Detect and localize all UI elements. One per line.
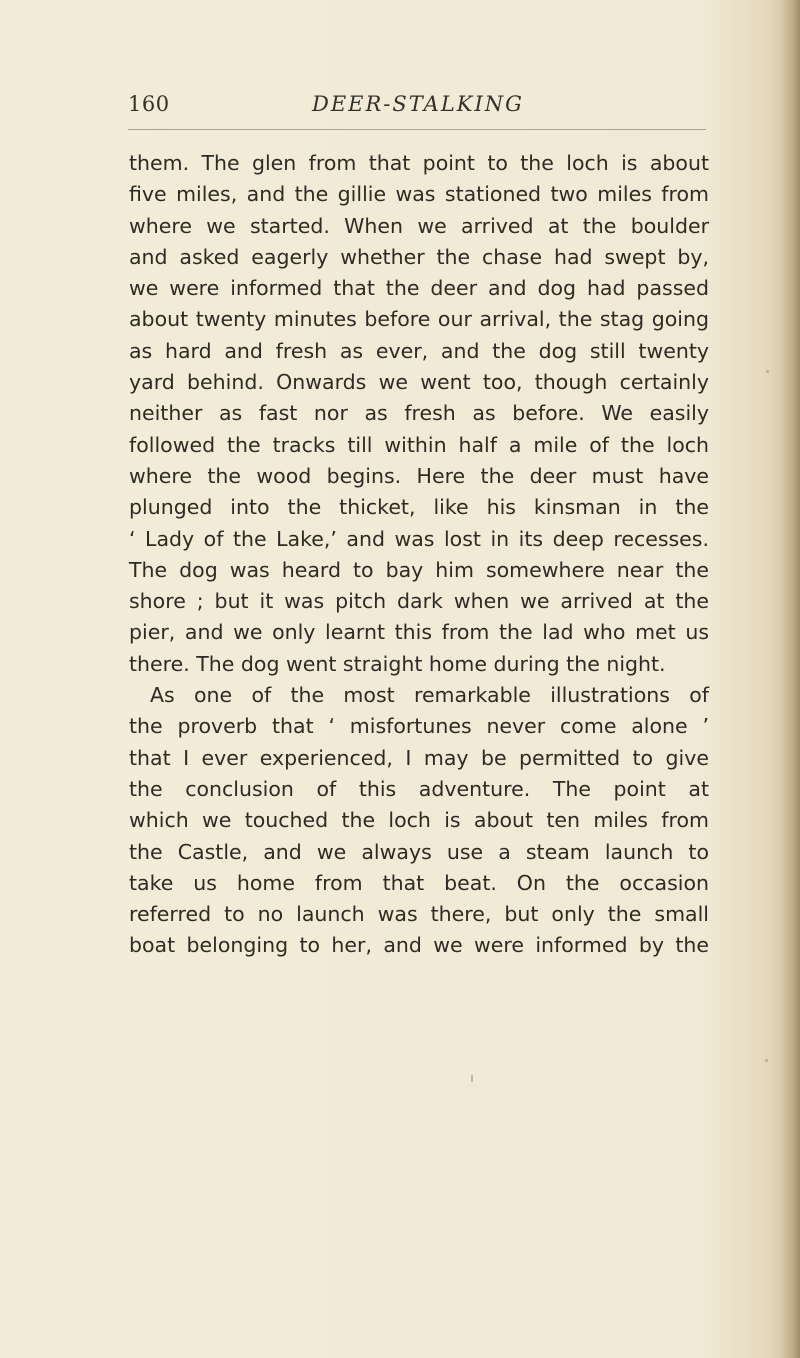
header-rule — [128, 129, 706, 130]
text-line: followed the tracks till within half a mile of the loch — [129, 432, 709, 457]
text-line: that I ever experienced, I may be permitted to give — [129, 745, 709, 770]
text-line: we were informed that the deer and dog had passed — [129, 276, 709, 301]
text-line: neither as fast nor as fresh as before. We easily — [129, 401, 709, 426]
text-line: where the wood begins. Here the deer must have — [129, 463, 709, 488]
text-line: take us home from that beat. On the occasion — [129, 870, 709, 895]
running-title: DEER-STALKING — [312, 92, 524, 116]
text-line: the Castle, and we always use a steam launch to — [129, 839, 709, 864]
text-line: about twenty minutes before our arrival, the stag going — [129, 307, 709, 332]
text-line: there. The dog went straight home during the night. — [129, 651, 666, 676]
text-line: ‘ Lady of the Lake,’ and was lost in its deep recesses. — [129, 526, 709, 551]
page-number: 160 — [128, 92, 170, 116]
text-line: where we started. When we arrived at the boulder — [129, 213, 709, 238]
text-line: which we touched the loch is about ten miles from — [129, 808, 709, 833]
text-line: the conclusion of this adventure. The point at — [129, 776, 709, 801]
body-text — [129, 148, 709, 962]
paper-speck — [766, 370, 769, 373]
text-line: yard behind. Onwards we went too, though certainly — [129, 370, 709, 395]
text-line: referred to no launch was there, but only the small — [129, 902, 709, 927]
text-line: five miles, and the gillie was stationed two miles from — [129, 182, 709, 207]
running-head — [128, 92, 718, 126]
text-line: shore ; but it was pitch dark when we arrived at the — [129, 589, 709, 614]
paper-speck — [765, 1059, 768, 1062]
page-edge-shadow — [782, 0, 800, 1358]
text-line: and asked eagerly whether the chase had swept by, — [129, 244, 709, 269]
text-line: them. The glen from that point to the loch is about — [129, 151, 709, 175]
text-line: as hard and fresh as ever, and the dog still twenty — [129, 338, 709, 363]
text-line: The dog was heard to bay him somewhere near the — [129, 557, 709, 582]
paragraph-start-line: As one of the most remarkable illustrations of — [150, 683, 709, 708]
text-line: boat belonging to her, and we were informed by the — [129, 933, 709, 958]
text-line: pier, and we only learnt this from the lad who met us — [129, 620, 709, 645]
text-line: the proverb that ‘ misfortunes never come alone ’ — [129, 714, 709, 739]
paper-speck — [471, 1075, 473, 1082]
text-line: plunged into the thicket, like his kinsman in the — [129, 495, 709, 520]
